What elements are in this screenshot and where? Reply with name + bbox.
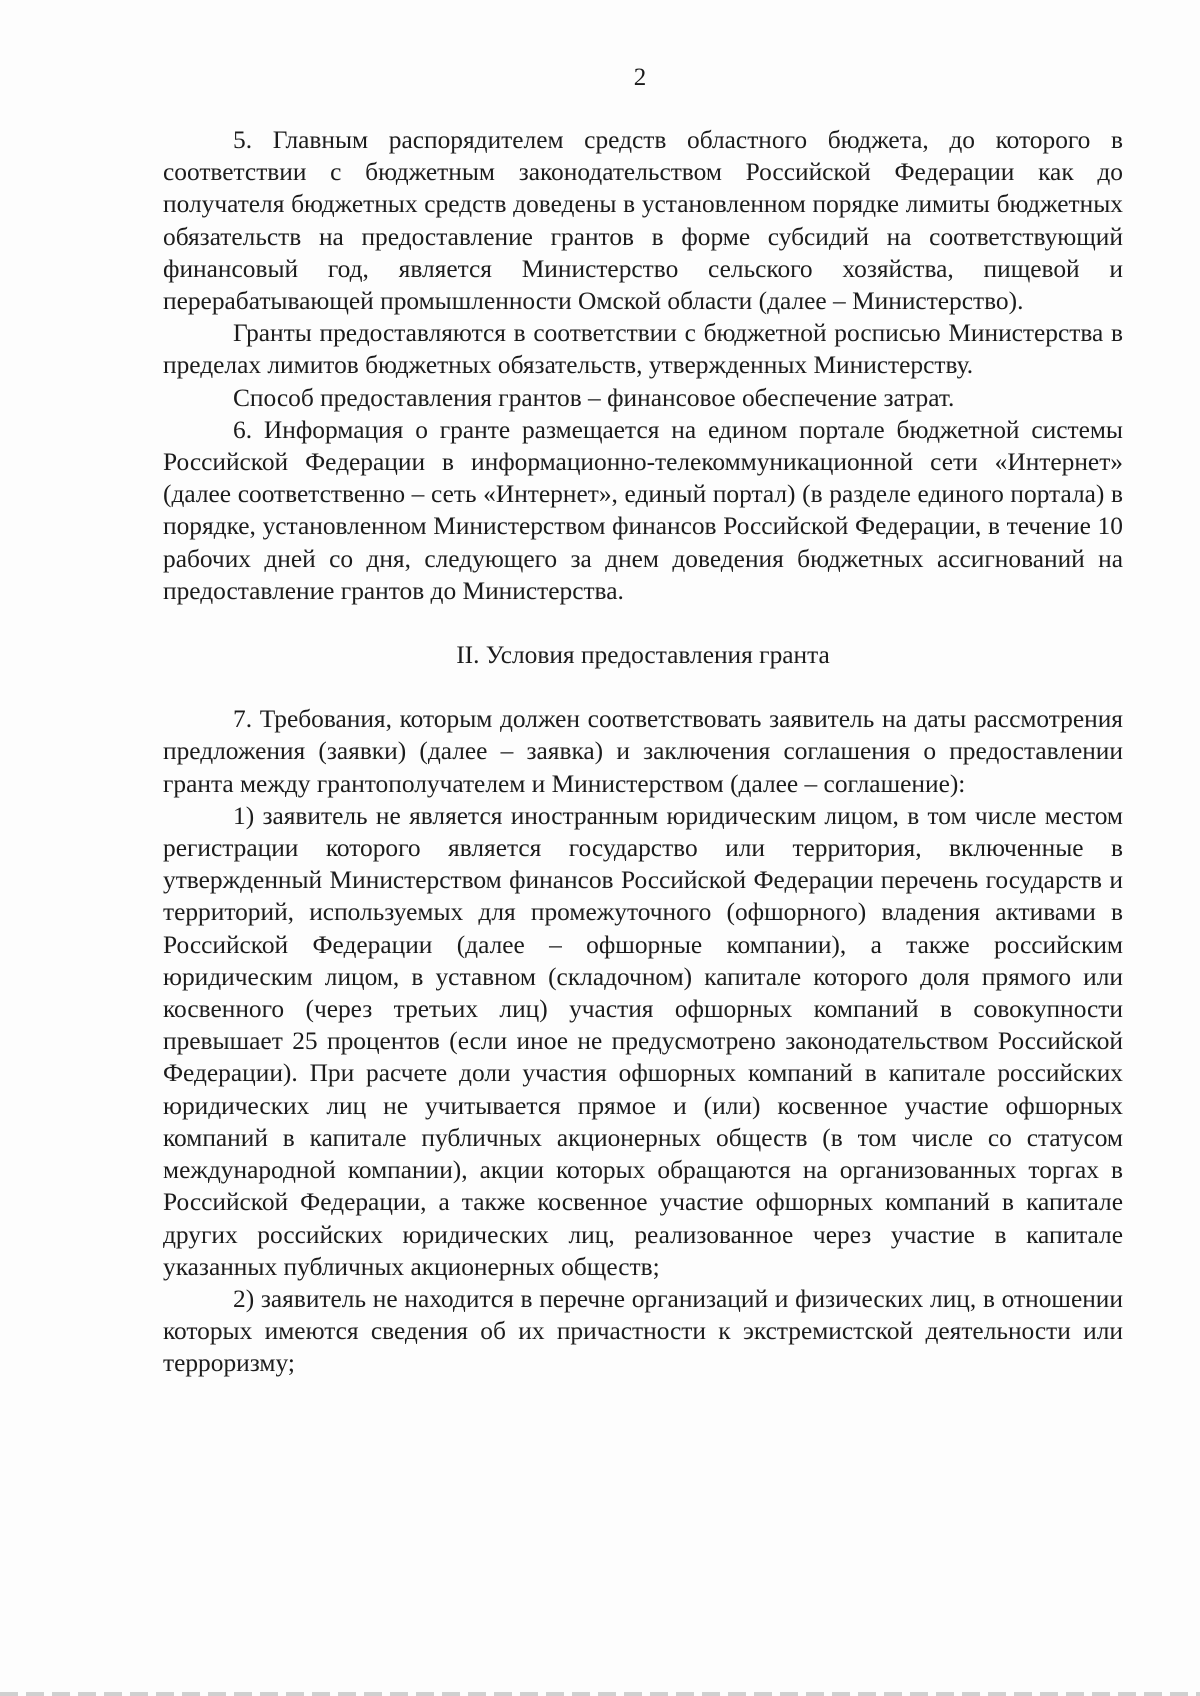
paragraph-grants-budget: Гранты предоставляются в соответствии с бюджетной росписью Министерства в пределах лимитов бюджетных обязательств, утвержденных Министерству. <box>163 319 1123 380</box>
section-heading: II. Условия предоставления гранта <box>456 641 830 670</box>
paragraph-6: 6. Информация о гранте размещается на едином портале бюджетной системы Российской Федерации в информационно-телекоммуникационной сети «Интернет» (далее соответственно – сеть «Интернет», единый портал) (в разделе единого портала) в порядке, установленном Министерством финансов Российской Федерации, в течение 10 рабочих дней со дня, следующего за днем доведения бюджетных ассигнований на предоставление грантов до Министерства. <box>163 415 1123 605</box>
paragraph-7-item-2: 2) заявитель не находится в перечне организаций и физических лиц, в отношении которых имеются сведения об их причастности к экстремистской деятельности или терроризму; <box>163 1284 1123 1378</box>
paragraph-5: 5. Главным распорядителем средств областного бюджета, до которого в соответствии с бюджетным законодательством Российской Федерации как до получателя бюджетных средств доведены в установленном порядке лимиты бюджетных обязательств на предоставление грантов в форме субсидий на соответствующий финансовый год, является Министерство сельского хозяйства, пищевой и перерабатывающей промышленности Омской области (далее – Министерство). <box>163 126 1123 316</box>
paragraph-grant-method: Способ предоставления грантов – финансовое обеспечение затрат. <box>233 383 955 412</box>
paragraph-7-item-1: 1) заявитель не является иностранным юридическим лицом, в том числе местом регистрации которого является государство или территория, включенные в утвержденный Министерством финансов Российской Федерации перечень государств и территорий, используемых для промежуточного (офшорного) владения активами в Российской Федерации (далее – офшорные компании), а также российским юридическим лицом, в уставном (складочном) капитале которого доля прямого или косвенного (через третьих лиц) участия офшорных компаний в совокупности превышает 25 процентов (если иное не предусмотрено законодательством Российской Федерации). При расчете доли участия офшорных компаний в капитале российских юридических лиц не учитывается прямое и (или) косвенное участие офшорных компаний в капитале публичных акционерных обществ (в том числе со статусом международной компании), акции которых обращаются на организованных торгах в Российской Федерации, а также косвенное участие офшорных компаний в капитале других российских юридических лиц, реализованное через участие в капитале указанных публичных акционерных обществ; <box>163 801 1123 1281</box>
paragraph-7: 7. Требования, которым должен соответствовать заявитель на даты рассмотрения предложения (заявки) (далее – заявка) и заключения соглашения о предоставлении гранта между грантополучателем и Министерством (далее – соглашение): <box>163 705 1123 798</box>
document-body <box>163 124 1123 1380</box>
page-number: 2 <box>633 64 647 91</box>
scan-bottom-edge <box>0 1692 1200 1696</box>
